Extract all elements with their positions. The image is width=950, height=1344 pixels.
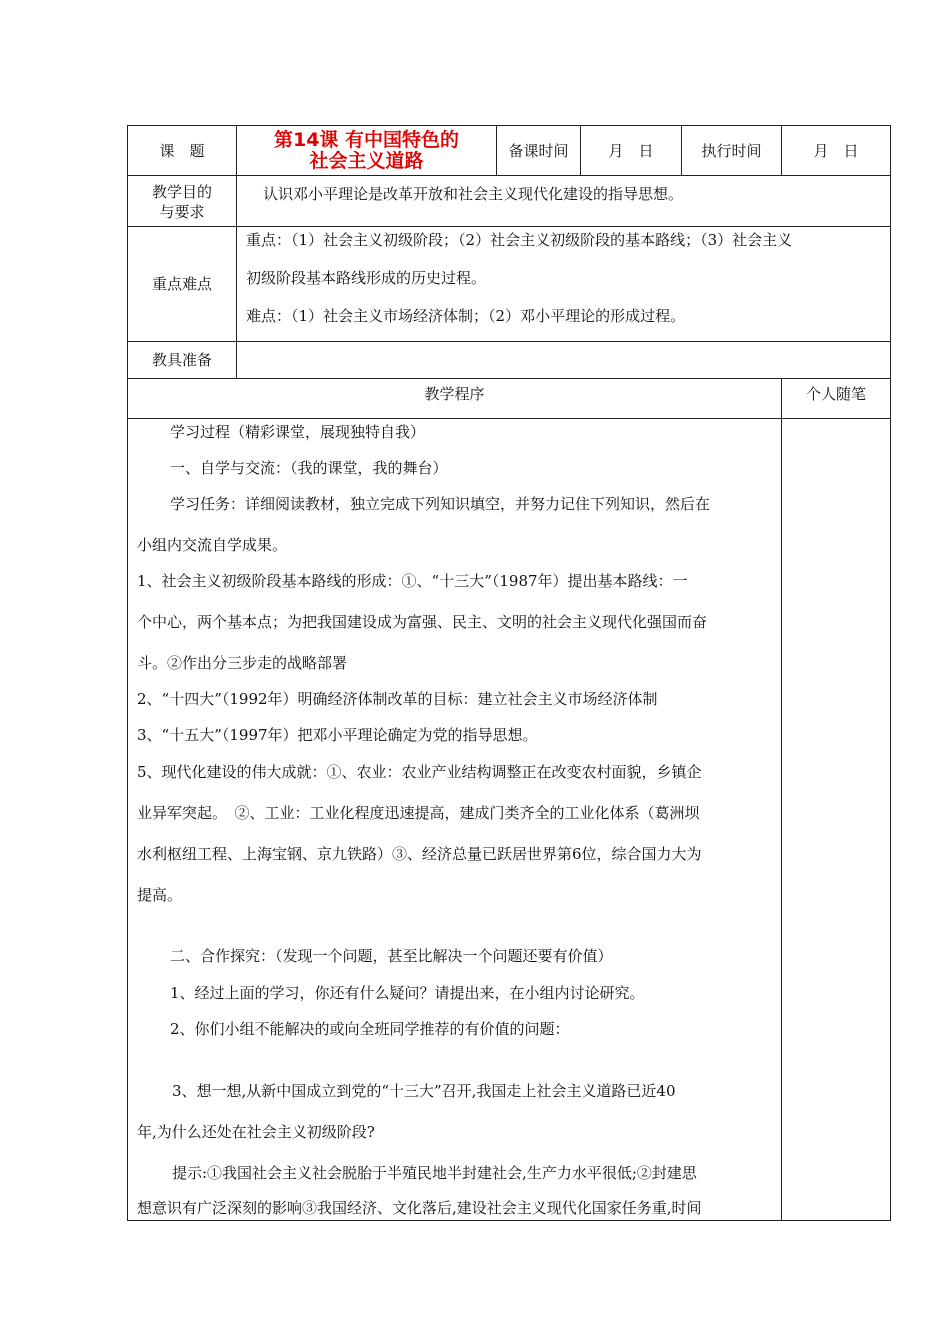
goals-label-line1: 教学目的: [151, 182, 212, 201]
tools-label: 教具准备: [151, 351, 212, 369]
procedure-line: 2、“十四大”（1992年）明确经济体制改革的目标：建立社会主义市场经济体制: [137, 690, 658, 708]
goals-label-line2: 与要求: [159, 202, 205, 221]
procedure-line: 业异军突起。 ②、工业：工业化程度迅速提高，建成门类齐全的工业化体系（葛洲坝: [137, 804, 700, 822]
procedure-line: 3、“十五大”（1997年）把邓小平理论确定为党的指导思想。: [137, 726, 538, 744]
procedure-line: 学习过程（精彩课堂，展现独特自我）: [170, 423, 426, 441]
table-border: [127, 418, 891, 419]
procedure-line: 1、经过上面的学习，你还有什么疑问？请提出来，在小组内讨论研究。: [170, 984, 645, 1002]
lesson-title: [237, 126, 496, 175]
tools-value: [246, 350, 776, 370]
procedure-line: 3、想一想,从新中国成立到党的“十三大”召开,我国走上社会主义道路已近40: [172, 1082, 676, 1100]
procedure-line: 一、自学与交流：（我的课堂，我的舞台）: [170, 459, 448, 477]
table-border: [127, 1220, 891, 1221]
table-border: [127, 226, 891, 227]
procedure-line: 个中心，两个基本点；为把我国建设成为富强、民主、文明的社会主义现代化强国而奋: [137, 613, 708, 631]
exec-time-value: 月 日: [813, 141, 859, 160]
procedure-line: 学习任务：详细阅读教材，独立完成下列知识填空，并努力记住下列知识，然后在: [170, 495, 711, 513]
prep-time-label: 备课时间: [508, 141, 569, 160]
goals-label: [128, 177, 236, 226]
procedure-line: 斗。②作出分三步走的战略部署: [137, 654, 348, 672]
procedure-line: 2、你们小组不能解决的或向全班同学推荐的有价值的问题：: [170, 1020, 570, 1038]
procedure-line: 提高。: [137, 886, 183, 904]
exec-time-label: 执行时间: [701, 141, 762, 160]
procedure-line: 提示:①我国社会主义社会脱胎于半殖民地半封建社会,生产力水平很低;②封建思: [172, 1164, 697, 1182]
procedure-line: 水利枢纽工程、上海宝钢、京九铁路）③、经济总量已跃居世界第6位，综合国力大为: [137, 845, 702, 863]
difficult-points-line: 难点：（1）社会主义市场经济体制；（2）邓小平理论的形成过程。: [246, 307, 686, 325]
key-points-line1: 重点：（1）社会主义初级阶段；（2）社会主义初级阶段的基本路线；（3）社会主义: [246, 231, 793, 249]
procedure-line: 小组内交流自学成果。: [137, 536, 288, 554]
notes-column: [782, 419, 890, 1219]
procedure-line: 5、现代化建设的伟大成就：①、农业：农业产业结构调整正在改变农村面貌，乡镇企: [137, 763, 702, 781]
prep-time-value: 月 日: [608, 141, 654, 160]
table-border: [890, 125, 891, 1221]
procedure-header: 教学程序: [424, 385, 485, 403]
key-points-label: 重点难点: [151, 275, 212, 293]
topic-label: 课 题: [159, 141, 205, 160]
procedure-line: 二、合作探究：（发现一个问题，甚至比解决一个问题还要有价值）: [170, 947, 613, 965]
procedure-line: 年,为什么还处在社会主义初级阶段?: [137, 1123, 375, 1141]
procedure-line: 想意识有广泛深刻的影响③我国经济、文化落后,建设社会主义现代化国家任务重,时间: [137, 1199, 702, 1217]
table-border: [127, 175, 891, 176]
lesson-title-line2: 社会主义道路: [309, 149, 424, 172]
lesson-title-line1: 第14课 有中国特色的: [273, 128, 460, 151]
table-border: [127, 341, 891, 342]
key-points-line2: 初级阶段基本路线形成的历史过程。: [246, 269, 487, 287]
notes-header: 个人随笔: [805, 385, 866, 403]
goals-text: 认识邓小平理论是改革开放和社会主义现代化建设的指导思想。: [263, 185, 684, 203]
procedure-line: 1、社会主义初级阶段基本路线的形成：①、“十三大”（1987年）提出基本路线：一: [137, 572, 688, 590]
